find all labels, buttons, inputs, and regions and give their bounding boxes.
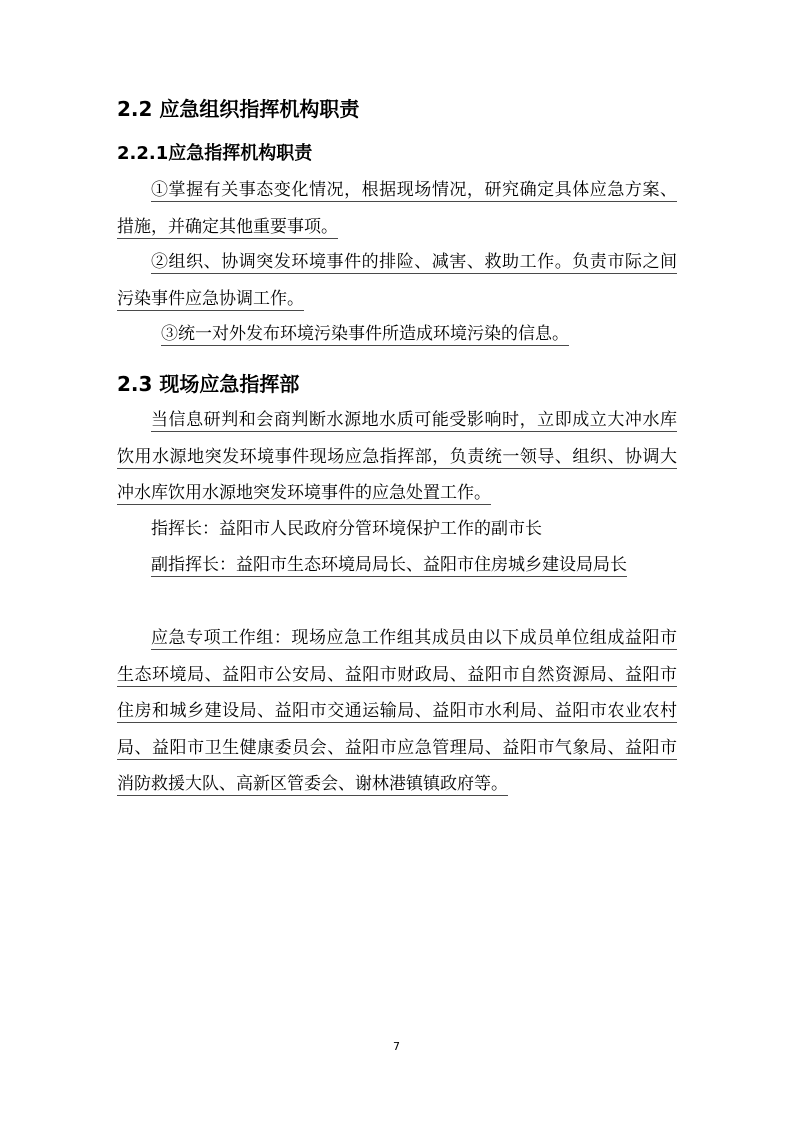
working-group-text: 应急专项工作组：现场应急工作组其成员由以下成员单位组成益阳市生态环境局、益阳市公安局、益阳市财政局、益阳市自然资源局、益阳市住房和城乡建设局、益阳市交通运输局、益阳市水利局、益阳市农业农村局、益阳市卫生健康委员会、益阳市应急管理局、益阳市气象局、益阳市消防救援大队、高新区管委会、谢林港镇镇政府等。 xyxy=(117,628,677,794)
deputy-commander-text: 副指挥长：益阳市生态环境局局长、益阳市住房城乡建设局局长 xyxy=(151,555,627,575)
command-intro-paragraph xyxy=(117,402,677,512)
duty-item-3-text: ③统一对外发布环境污染事件所造成环境污染的信息。 xyxy=(161,324,569,344)
section-2-2-heading: 2.2 应急组织指挥机构职责 xyxy=(117,97,360,121)
section-2-3-heading: 2.3 现场应急指挥部 xyxy=(117,372,300,396)
duty-item-2-text: ②组织、协调突发环境事件的排险、减害、救助工作。负责市际之间污染事件应急协调工作。 xyxy=(117,252,677,309)
duty-item-1 xyxy=(117,172,677,245)
duty-item-2 xyxy=(117,244,677,317)
section-2-2-1-heading: 2.2.1应急指挥机构职责 xyxy=(117,143,313,164)
deputy-commander-paragraph xyxy=(117,547,677,584)
working-group-paragraph xyxy=(117,620,677,803)
command-intro-text: 当信息研判和会商判断水源地水质可能受影响时，立即成立大冲水库饮用水源地突发环境事件现场应急指挥部，负责统一领导、组织、协调大冲水库饮用水源地突发环境事件的应急处置工作。 xyxy=(117,410,677,503)
duty-item-1-text: ①掌握有关事态变化情况，根据现场情况，研究确定具体应急方案、措施，并确定其他重要事项。 xyxy=(117,180,677,237)
page-number: 7 xyxy=(393,1040,400,1053)
duty-item-3 xyxy=(161,316,681,353)
commander-line: 指挥长：益阳市人民政府分管环境保护工作的副市长 xyxy=(151,519,542,539)
